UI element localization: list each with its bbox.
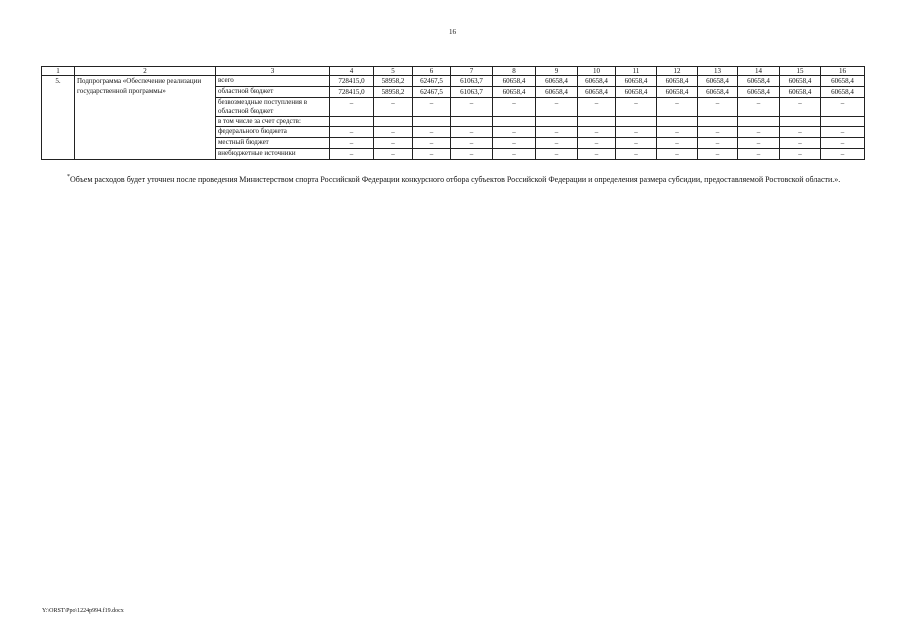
page-number: 16 [449,28,456,36]
table-cell: – [821,149,865,160]
column-number-14: 14 [738,67,780,76]
table-cell: – [330,138,374,149]
table-cell: 61063,7 [451,87,493,98]
file-path: Y:\ORST\Ppo\1224p994.f19.docx [42,608,124,614]
table-cell: 60658,4 [821,87,865,98]
table-cell: – [374,127,413,138]
column-number-11: 11 [616,67,657,76]
table-cell: – [657,149,698,160]
table-cell: – [330,127,374,138]
column-number-2: 2 [75,67,216,76]
column-number-6: 6 [413,67,451,76]
table-cell: – [698,127,738,138]
table-cell: 60658,4 [616,87,657,98]
row-label: в том числе за счет средств: [216,117,330,127]
table-cell: 728415,0 [330,76,374,87]
table-cell: – [698,138,738,149]
table-cell: – [578,127,616,138]
table-cell: – [536,127,578,138]
table-cell: – [536,138,578,149]
table-cell [780,117,821,127]
column-number-4: 4 [330,67,374,76]
table-cell: – [738,98,780,117]
column-number-row [42,67,865,76]
column-number-13: 13 [698,67,738,76]
table-cell: – [413,98,451,117]
column-number-5: 5 [374,67,413,76]
table-cell: – [738,149,780,160]
table-cell [698,117,738,127]
table-cell: 60658,4 [780,87,821,98]
table-cell: 60658,4 [821,76,865,87]
row-number: 5. [42,76,75,160]
table-cell [374,117,413,127]
table-cell: – [780,127,821,138]
table-cell: – [780,138,821,149]
table-cell [578,117,616,127]
table-cell: 60658,4 [780,76,821,87]
column-number-15: 15 [780,67,821,76]
table-cell: – [374,98,413,117]
column-number-16: 16 [821,67,865,76]
table-cell: – [616,149,657,160]
table-cell: – [536,149,578,160]
table-cell [330,117,374,127]
table-cell: 58958,2 [374,76,413,87]
table-cell: 60658,4 [657,87,698,98]
table-cell: – [374,138,413,149]
table-row [42,76,865,87]
table-cell: – [657,127,698,138]
table-cell: 62467,5 [413,87,451,98]
table-cell: – [657,138,698,149]
table-cell: – [451,149,493,160]
table-cell: – [738,127,780,138]
column-number-3: 3 [216,67,330,76]
table-cell: 62467,5 [413,76,451,87]
table-cell: – [698,98,738,117]
table-cell: – [451,98,493,117]
table-cell: – [698,149,738,160]
program-name: Подпрограмма «Обеспечение реализации государственной программы» [75,76,216,160]
table-cell: – [738,138,780,149]
table-cell [821,117,865,127]
column-number-8: 8 [493,67,536,76]
column-number-10: 10 [578,67,616,76]
table-cell [536,117,578,127]
table-cell [413,117,451,127]
table-cell: – [451,138,493,149]
column-number-1: 1 [42,67,75,76]
table-cell [657,117,698,127]
table-cell [738,117,780,127]
table-cell: – [821,127,865,138]
table-cell: – [413,138,451,149]
table-cell: – [780,98,821,117]
table-cell: – [374,149,413,160]
table-cell: – [578,149,616,160]
footnote [55,174,859,185]
footnote-marker: * [67,174,70,180]
row-label: федерального бюджета [216,127,330,138]
table-cell: – [493,138,536,149]
table-cell: 60658,4 [738,76,780,87]
table-cell: 60658,4 [698,76,738,87]
table-cell [493,117,536,127]
table-cell: – [578,138,616,149]
table-cell: 60658,4 [616,76,657,87]
table-cell [451,117,493,127]
table-cell: – [413,149,451,160]
table-cell: – [451,127,493,138]
table-cell [616,117,657,127]
footnote-text: Объем расходов будет уточнен после проведения Министерством спорта Российской Федерации конкурсного отбора субъектов Российской Федерации и определения размера субсидии, предоставляемой Ростовской области.». [70,175,841,184]
row-label: всего [216,76,330,87]
row-label: местный бюджет [216,138,330,149]
column-number-7: 7 [451,67,493,76]
table-cell: 60658,4 [536,76,578,87]
row-label: безвозмездные поступления в областной бюджет [216,98,330,117]
table-cell: 728415,0 [330,87,374,98]
table-cell: 61063,7 [451,76,493,87]
table-cell: 60658,4 [493,76,536,87]
table-cell: 60658,4 [578,87,616,98]
table-cell: 60658,4 [536,87,578,98]
table-cell: – [821,98,865,117]
row-label: областной бюджет [216,87,330,98]
column-number-9: 9 [536,67,578,76]
column-number-12: 12 [657,67,698,76]
table-cell: – [821,138,865,149]
table-cell: – [536,98,578,117]
budget-table [41,66,865,160]
table-cell: – [493,127,536,138]
table-cell: – [330,149,374,160]
table-cell: – [578,98,616,117]
table-cell: – [780,149,821,160]
table-cell: – [616,138,657,149]
table-cell: – [413,127,451,138]
table-cell: – [330,98,374,117]
table-cell: – [493,149,536,160]
table-cell: 60658,4 [738,87,780,98]
table-cell: – [616,127,657,138]
table-cell: 58958,2 [374,87,413,98]
table-cell: 60658,4 [657,76,698,87]
row-label: внебюджетные источники [216,149,330,160]
table-cell: 60658,4 [493,87,536,98]
table-cell: 60658,4 [698,87,738,98]
table-cell: – [657,98,698,117]
table-cell: 60658,4 [578,76,616,87]
table-cell: – [493,98,536,117]
table-cell: – [616,98,657,117]
